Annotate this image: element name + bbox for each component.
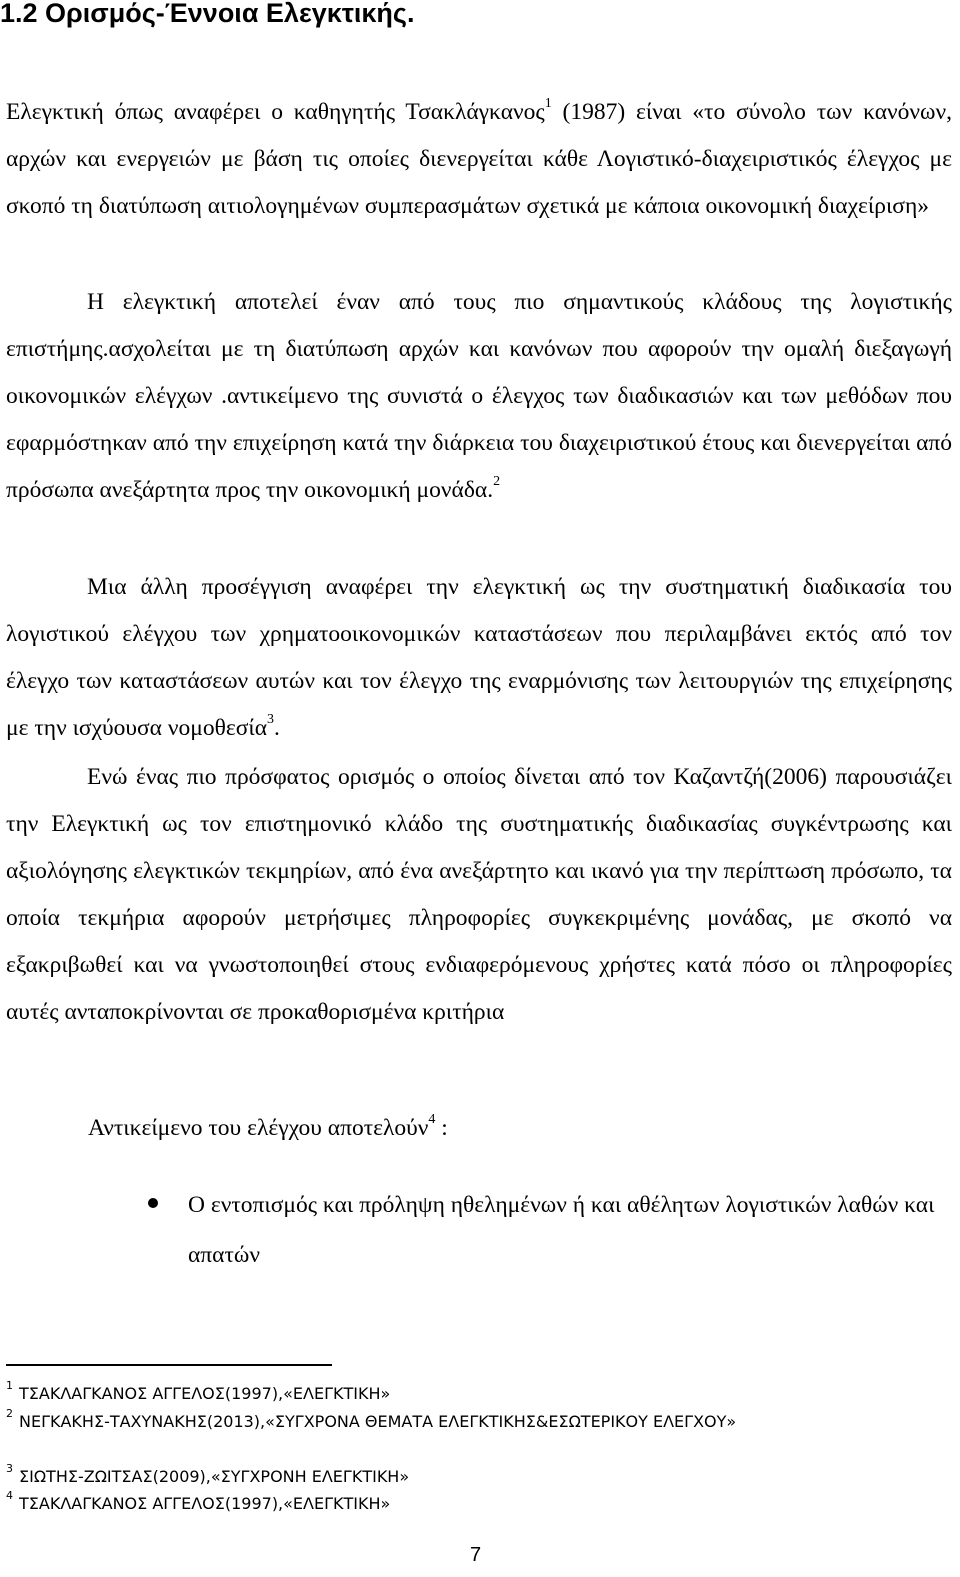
objective-end: : xyxy=(435,1115,448,1141)
footnote-number: 3 xyxy=(6,1461,13,1475)
paragraph-3-end: . xyxy=(274,715,280,741)
footnote-ref-1: 1 xyxy=(544,96,552,112)
footnote-text: ΤΣΑΚΛΑΓΚΑΝΟΣ ΑΓΓΕΛΟΣ(1997),«ΕΛΕΓΚΤΙΚΗ» xyxy=(19,1384,391,1403)
section-heading: 1.2 Ορισμός-Έννοια Ελεγκτικής. xyxy=(0,0,415,28)
footnote-ref-2: 2 xyxy=(493,474,501,490)
footnote-ref-4: 4 xyxy=(428,1112,436,1128)
paragraph-auditing-branch xyxy=(6,279,952,514)
footnote-number: 1 xyxy=(6,1378,13,1392)
footnote-1 xyxy=(6,1378,391,1404)
paragraph-recent-definition xyxy=(6,754,952,1036)
footnote-ref-3: 3 xyxy=(267,712,275,728)
paragraph-1-start: Ελεγκτική όπως αναφέρει ο καθηγητής Τσακλάγκανος xyxy=(6,99,545,125)
bullet-icon xyxy=(148,1198,158,1208)
footnote-text: ΝΕΓΚΑΚΗΣ-ΤΑΧΥΝΑΚΗΣ(2013),«ΣΥΓΧΡΟΝΑ ΘΕΜΑΤΑ ΕΛΕΓΚΤΙΚΗΣ&ΕΣΩΤΕΡΙΚΟΥ ΕΛΕΓΧΟΥ» xyxy=(19,1412,737,1431)
footnote-2 xyxy=(6,1406,737,1432)
paragraph-4-text: Ενώ ένας πιο πρόσφατος ορισμός ο οποίος δίνεται από τον Καζαντζή(2006) παρουσιάζει την Ελεγκτική ως τον επιστημονικό κλάδο της συστηματικής διαδικασίας συγκέντρωσης και αξιολόγησης ελεγκτικών τεκμηρίων, από ένα ανεξάρτητο και ικανό για την περίπτωση πρόσωπο, τα οποία τεκμήρια αφορούν μετρήσιμες πληροφορίες συγκεκριμένης μονάδας, με σκοπό να εξακριβωθεί και να γνωστοποιηθεί στους ενδιαφερόμενους χρήστες κατά πόσο οι πληροφορίες αυτές ανταποκρίνονται σε προκαθορισμένα κριτήρια xyxy=(6,764,952,1025)
footnote-text: ΤΣΑΚΛΑΓΚΑΝΟΣ ΑΓΓΕΛΟΣ(1997),«ΕΛΕΓΚΤΙΚΗ» xyxy=(19,1494,391,1513)
page-number: 7 xyxy=(470,1544,482,1566)
audit-objective-intro xyxy=(88,1105,448,1152)
footnote-number: 2 xyxy=(6,1406,13,1420)
footnote-separator xyxy=(6,1364,332,1366)
bullet-text: Ο εντοπισμός και πρόληψη ηθελημένων ή και αθέλητων λογιστικών λαθών και απατών xyxy=(188,1192,935,1268)
paragraph-alternative-approach xyxy=(6,564,952,752)
paragraph-1-rest: (1987) είναι «το σύνολο των κανόνων, αρχών και ενεργειών με βάση τις οποίες διενεργείται κάθε Λογιστικό-διαχειριστικός έλεγχος με σκοπό τη διατύπωση αιτιολογημένων συμπερασμάτων σχετικά με κάποια οικονομική διαχείριση» xyxy=(6,99,952,219)
paragraph-3-text: Μια άλλη προσέγγιση αναφέρει την ελεγκτική ως την συστηματική διαδικασία του λογιστικού ελέγχου των χρηματοοικονομικών καταστάσεων που περιλαμβάνει εκτός από τον έλεγχο των καταστάσεων αυτών και τον έλεγχο της εναρμόνισης των λειτουργιών της επιχείρησης με την ισχύουσα νομοθεσία xyxy=(6,574,952,741)
footnote-3 xyxy=(6,1461,410,1487)
paragraph-definition-tsaklagkanos xyxy=(6,89,952,230)
footnote-number: 4 xyxy=(6,1488,13,1502)
footnote-4 xyxy=(6,1488,391,1514)
objective-text: Αντικείμενο του ελέγχου αποτελούν xyxy=(88,1115,429,1141)
footnote-text: ΣΙΩΤΗΣ-ΖΩΙΤΣΑΣ(2009),«ΣΥΓΧΡΟΝΗ ΕΛΕΓΚΤΙΚΗ» xyxy=(19,1467,410,1486)
paragraph-2-text: Η ελεγκτική αποτελεί έναν από τους πιο σημαντικούς κλάδους της λογιστικής επιστήμης.ασχολείται με τη διατύπωση αρχών και κανόνων που αφορούν την ομαλή διεξαγωγή οικονομικών ελέγχων .αντικείμενο της συνιστά ο έλεγχος των διαδικασιών και των μεθόδων που εφαρμόστηκαν από την επιχείρηση κατά την διάρκεια του διαχειριστικού έτους και διενεργείται από πρόσωπα ανεξάρτητα προς την οικονομική μονάδα. xyxy=(6,289,952,503)
